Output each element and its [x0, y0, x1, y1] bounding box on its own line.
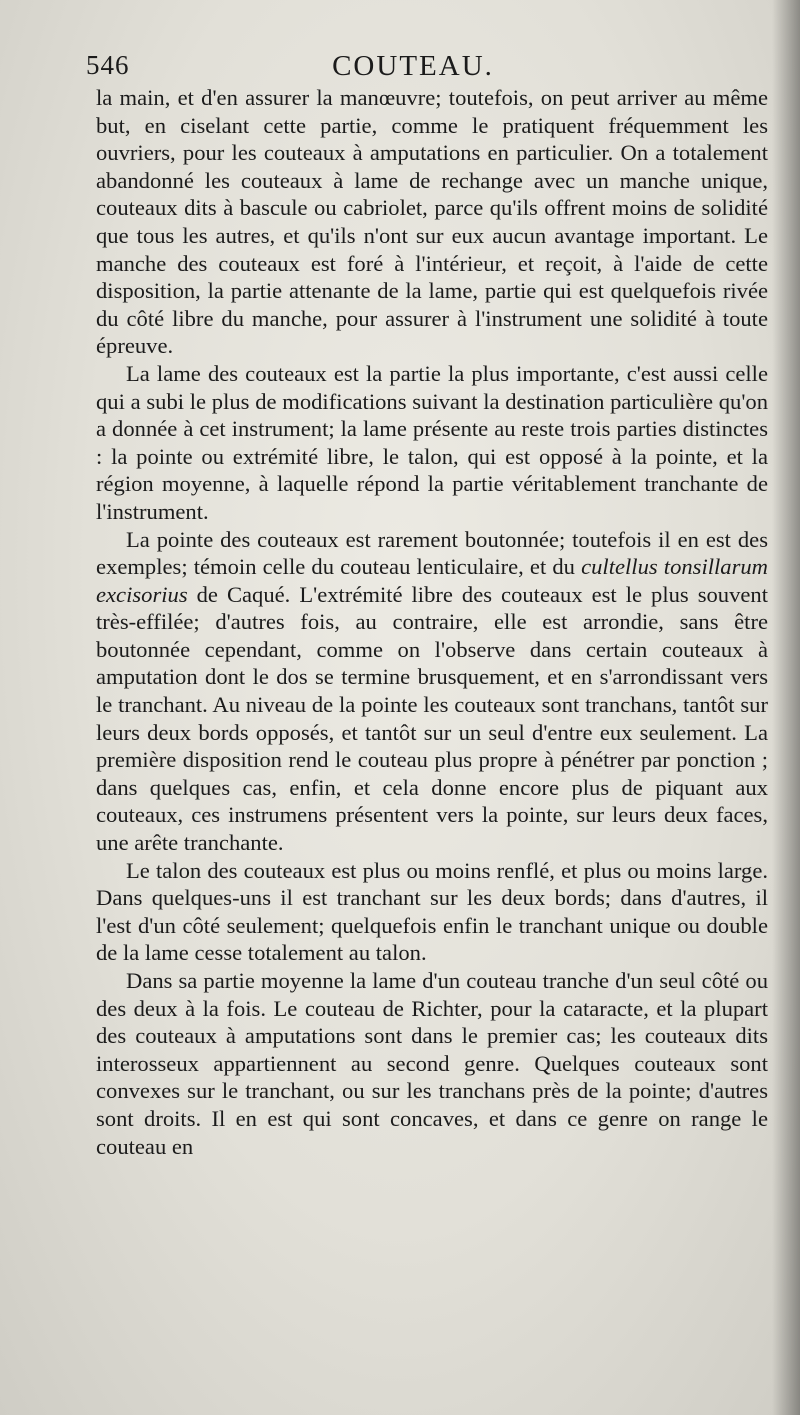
latin-term: cultellus tonsillarum excisorius [96, 554, 768, 607]
page-edge-shadow [772, 0, 800, 1415]
paragraph-1: la main, et d'en assurer la manœuvre; toutefois, on peut arriver au même but, en ciselant cette partie, comme le pratiquent fréquemment les ouvriers, pour les couteaux à amputations en particulier. On a totalement abandonné les couteaux à lame de rechange avec un manche unique, couteaux dits à bascule ou cabriolet, parce qu'ils offrent moins de solidité que tous les autres, et qu'ils n'ont sur eux aucun avantage important. Le manche des couteaux est foré à l'intérieur, et reçoit, à l'aide de cette disposition, la partie attenante de la lame, partie qui est quelquefois rivée du côté libre du manche, pour assurer à l'instrument une solidité à toute épreuve. [96, 85, 768, 359]
paragraph-2: La lame des couteaux est la partie la plus importante, c'est aussi celle qui a subi le plus de modifications suivant la destination particulière qu'on a donnée à cet instrument; la lame présente au reste trois parties distinctes : la pointe ou extrémité libre, le talon, qui est opposé à la pointe, et la région moyenne, à laquelle répond la partie véritablement tranchante de l'instrument. [96, 360, 768, 524]
running-title: COUTEAU. [332, 50, 494, 82]
paragraph-3-before: La pointe des couteaux est rarement boutonnée; toutefois il en est des exemples; témoin celle du couteau lenticulaire, et du [96, 526, 768, 580]
body-text [96, 84, 768, 1160]
paragraph-3 [96, 526, 768, 857]
paragraph-5: Dans sa partie moyenne la lame d'un couteau tranche d'un seul côté ou des deux à la fois. Le couteau de Richter, pour la cataracte, et la plupart des couteaux à amputations sont dans le premier cas; les couteaux dits interosseux appartiennent au second genre. Quelques couteaux sont convexes sur le tranchant, ou sur les tranchans près de la pointe; d'autres sont droits. Il en est qui sont concaves, et dans ce genre on range le couteau en [96, 968, 768, 1159]
paragraph-4: Le talon des couteaux est plus ou moins renflé, et plus ou moins large. Dans quelques-uns il est tranchant sur les deux bords; dans d'autres, il l'est d'un côté seulement; quelquefois enfin le tranchant unique ou double de la lame cesse totalement au talon. [96, 857, 768, 966]
page-number: 546 [86, 50, 130, 80]
paragraph-3-after: de Caqué. L'extrémité libre des couteaux est le plus souvent très-effilée; d'autres fois, au contraire, elle est arrondie, sans être boutonnée cependant, comme on l'observe dans certain couteaux à amputation dont le dos se termine brusquement, et en s'arrondissant vers le tranchant. Au niveau de la pointe les couteaux sont tranchans, tantôt sur leurs deux bords opposés, et tantôt sur un seul d'entre eux seulement. La première disposition rend le couteau plus propre à pénétrer par ponction ; dans quelques cas, enfin, et cela donne encore plus de piquant aux couteaux, ces instrumens présentent vers la pointe, sur leurs deux faces, une arête tranchante. [96, 581, 768, 856]
